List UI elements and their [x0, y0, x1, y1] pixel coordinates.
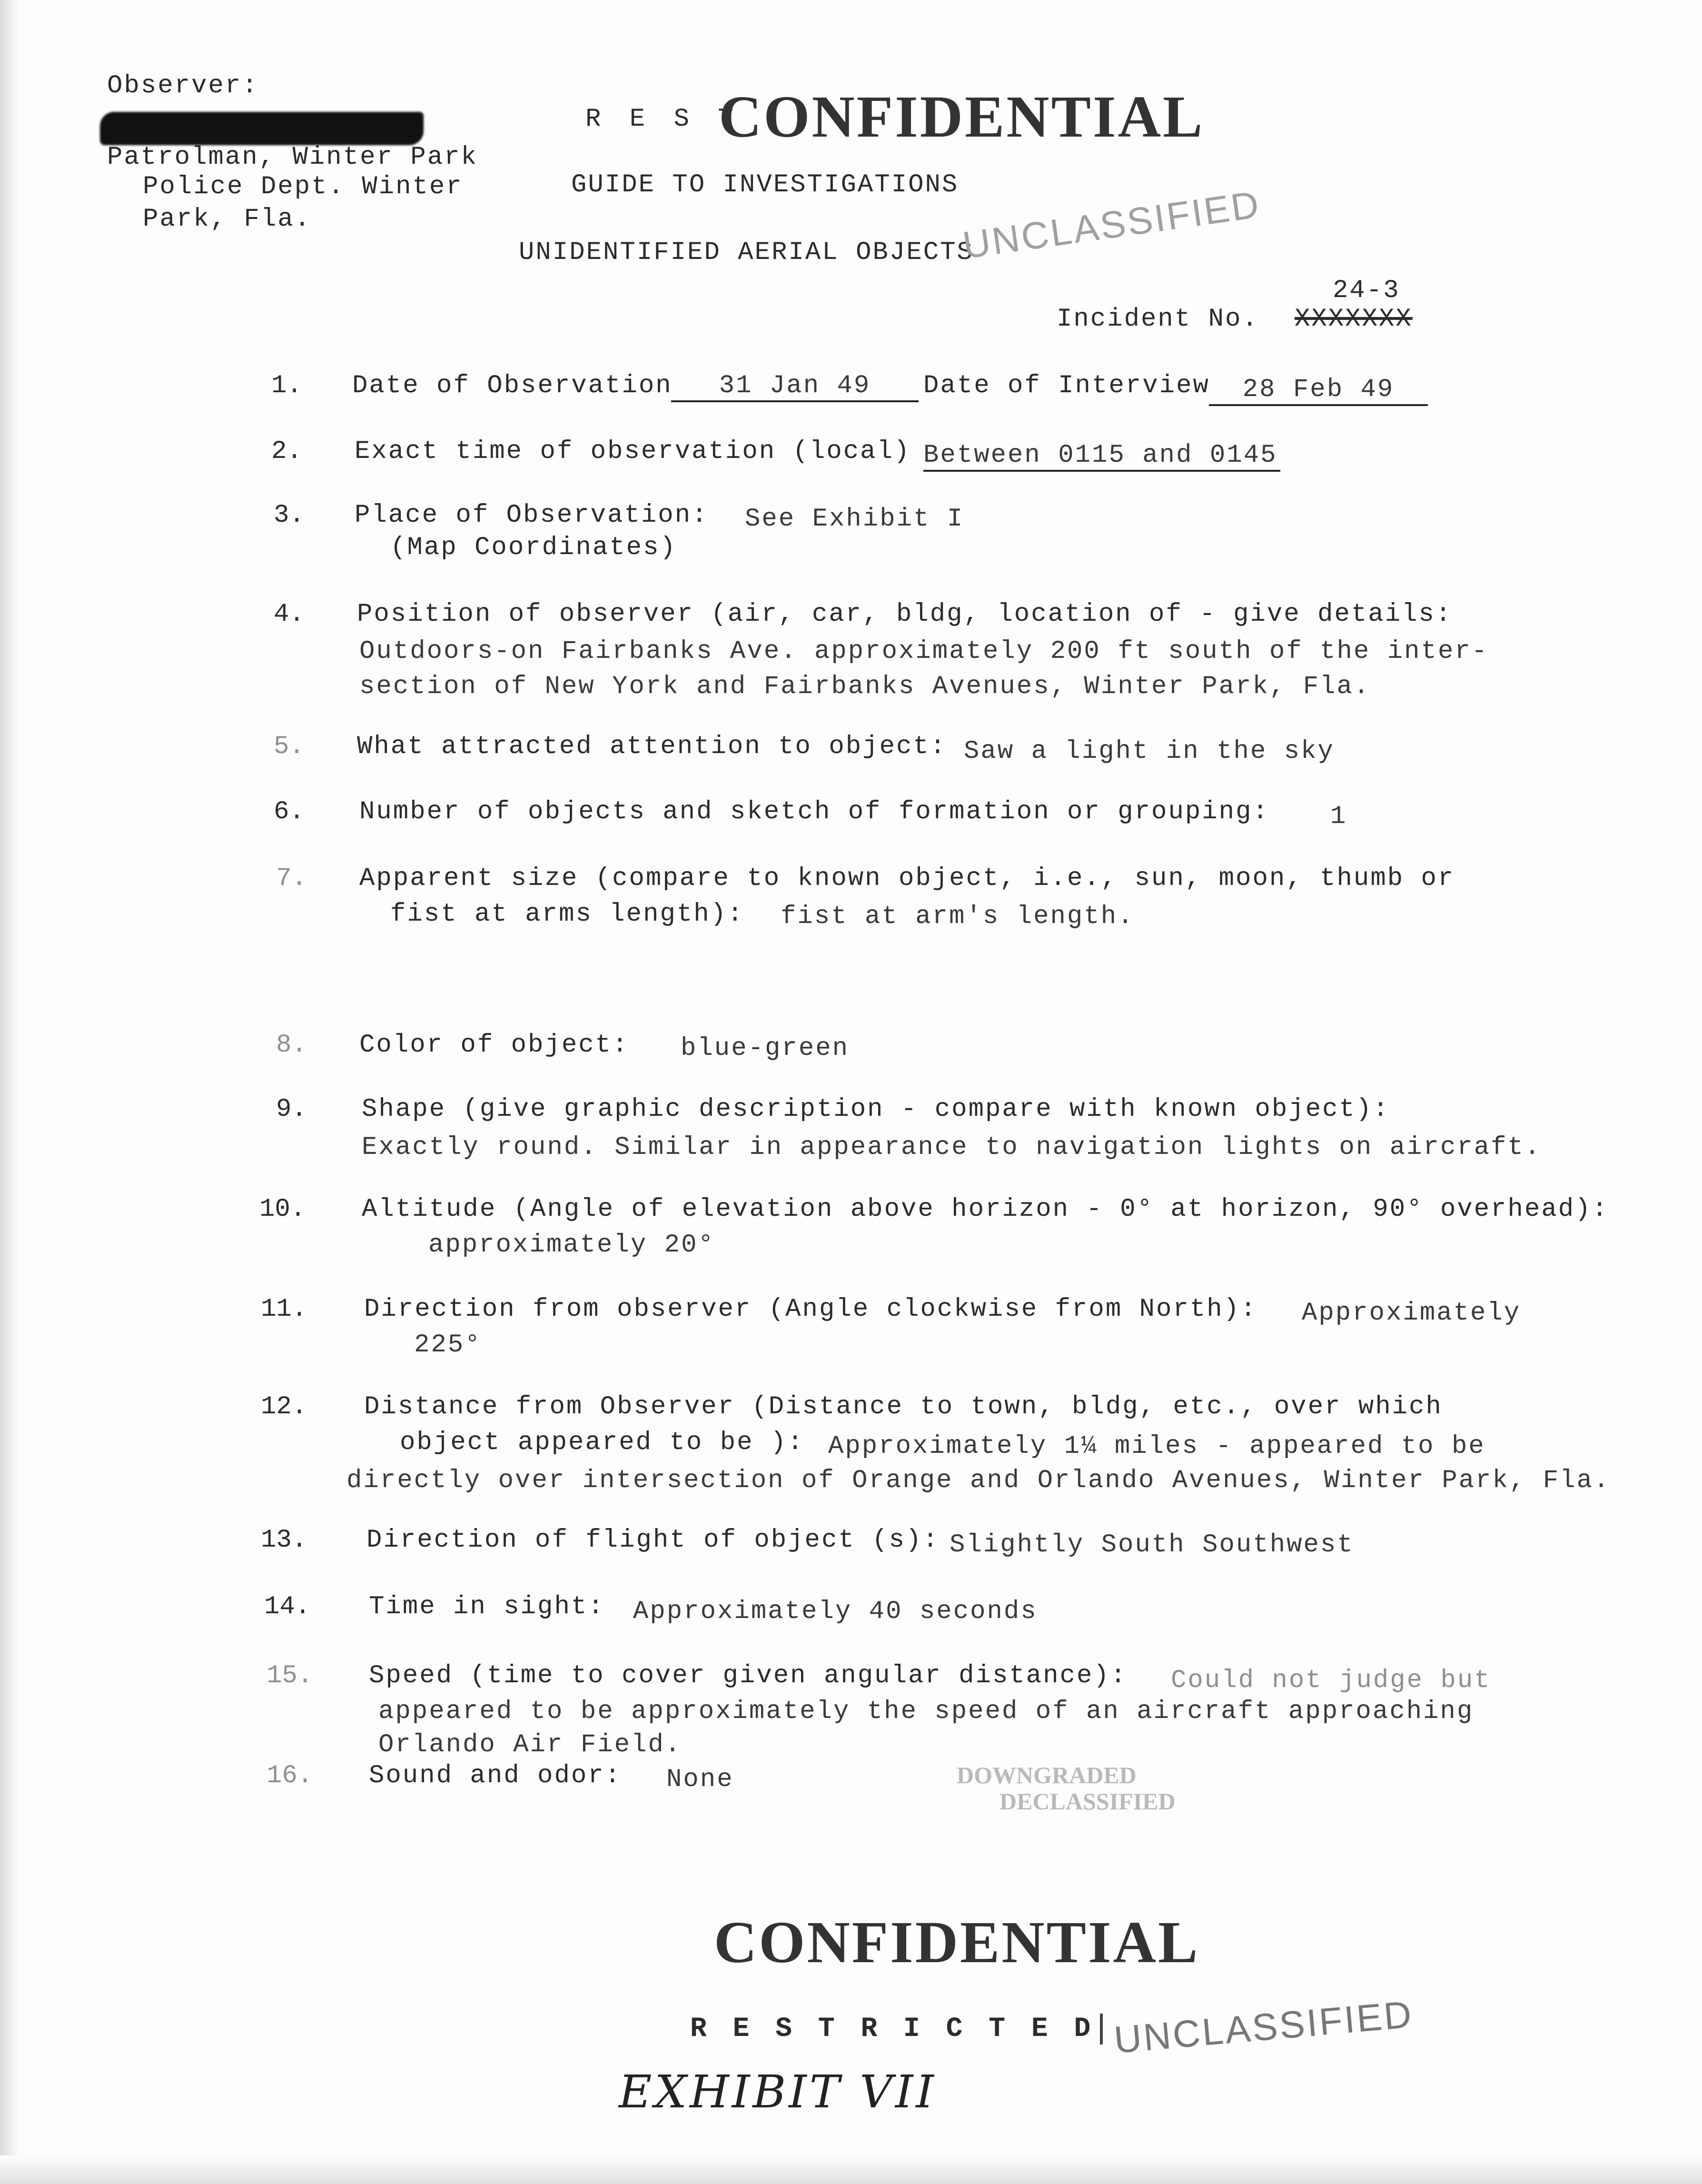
item-6-value: 1	[1330, 802, 1347, 831]
item-7-label: Apparent size (compare to known object, i.e., sun, moon, thumb or	[359, 864, 1455, 893]
item-4-number: 4.	[274, 600, 305, 629]
item-5-label: What attracted attention to object:	[357, 732, 947, 761]
item-1-number: 1.	[271, 371, 302, 400]
unclassified-stamp-bottom: UNCLASSIFIED	[1112, 1993, 1415, 2062]
downgraded-stamp: DOWNGRADED	[957, 1762, 1137, 1788]
item-6-number: 6.	[274, 797, 305, 826]
item-5-number: 5.	[274, 732, 305, 761]
item-16-number: 16.	[267, 1761, 313, 1790]
observer-line-3: Park, Fla.	[143, 205, 312, 234]
confidential-stamp-top: CONFIDENTIAL	[719, 84, 1205, 150]
item-10-number: 10.	[259, 1195, 306, 1224]
item-16-label: Sound and odor:	[369, 1761, 622, 1790]
item-9-number: 9.	[276, 1095, 307, 1124]
item-4-label: Position of observer (air, car, bldg, location of - give details:	[357, 600, 1453, 629]
item-1-label: Date of Observation	[352, 371, 673, 400]
exhibit-handwritten-label: EXHIBIT VII	[619, 2066, 937, 2118]
item-3-label: Place of Observation:	[355, 501, 709, 530]
item-2-number: 2.	[271, 437, 302, 466]
item-12-label-2: object appeared to be ):	[400, 1428, 804, 1457]
item-12-value: Approximately 1¼ miles - appeared to be	[828, 1432, 1485, 1461]
item-3-value: See Exhibit I	[745, 505, 964, 534]
item-4-value-1: Outdoors-on Fairbanks Ave. approximately 200 ft south of the inter-	[359, 637, 1489, 666]
document-subtitle: UNIDENTIFIED AERIAL OBJECTS	[519, 238, 974, 267]
item-13-number: 13.	[261, 1526, 307, 1555]
item-9-value: Exactly round. Similar in appearance to navigation lights on aircraft.	[362, 1133, 1542, 1162]
item-4-value-2: section of New York and Fairbanks Avenues, Winter Park, Fla.	[359, 672, 1371, 701]
item-15-value: Could not judge but	[1171, 1666, 1491, 1695]
item-10-label: Altitude (Angle of elevation above horizon - 0° at horizon, 90° overhead):	[362, 1195, 1609, 1224]
item-12-value-2: directly over intersection of Orange and Orlando Avenues, Winter Park, Fla.	[346, 1466, 1611, 1495]
item-1-value-2: 28 Feb 49	[1209, 375, 1428, 406]
item-7-label-2: fist at arms length):	[390, 900, 744, 929]
incident-number: 24-3	[1333, 276, 1400, 305]
item-15-value-2: appeared to be approximately the speed of an aircraft approaching	[378, 1697, 1474, 1726]
item-14-value: Approximately 40 seconds	[633, 1597, 1038, 1626]
item-3-sub: (Map Coordinates)	[390, 533, 677, 562]
item-8-number: 8.	[276, 1031, 307, 1060]
item-3-number: 3.	[274, 501, 305, 530]
scan-left-edge	[0, 0, 19, 2184]
item-10-value: approximately 20°	[428, 1231, 715, 1260]
redaction-bar	[100, 112, 424, 145]
item-13-label: Direction of flight of object (s):	[366, 1526, 940, 1555]
observer-label: Observer:	[107, 71, 259, 100]
item-15-number: 15.	[267, 1661, 313, 1690]
item-13-value: Slightly South Southwest	[950, 1530, 1354, 1559]
declassified-stamp: DECLASSIFIED	[999, 1788, 1176, 1815]
observer-line-1: Patrolman, Winter Park	[107, 143, 478, 172]
item-16-value: None	[666, 1765, 734, 1794]
item-2-value: Between 0115 and 0145	[923, 441, 1280, 472]
item-11-number: 11.	[261, 1295, 307, 1324]
guide-title: GUIDE TO INVESTIGATIONS	[571, 170, 959, 199]
item-1-value: 31 Jan 49	[671, 371, 919, 402]
item-5-value: Saw a light in the sky	[964, 737, 1335, 766]
incident-struck-number: XXXXXXX	[1295, 305, 1413, 334]
item-6-label: Number of objects and sketch of formation or grouping:	[359, 797, 1269, 826]
item-14-number: 14.	[264, 1592, 311, 1621]
item-11-label: Direction from observer (Angle clockwise from North):	[364, 1295, 1257, 1324]
item-9-label: Shape (give graphic description - compare with known object):	[362, 1095, 1390, 1124]
item-8-value: blue-green	[681, 1034, 850, 1063]
item-7-value: fist at arm's length.	[781, 902, 1135, 931]
incident-label: Incident No.	[1057, 305, 1259, 334]
restricted-partial-stamp: R E S T	[585, 105, 740, 134]
observer-line-2: Police Dept. Winter	[143, 172, 463, 201]
item-11-value-2: 225°	[414, 1330, 482, 1360]
item-15-value-3: Orlando Air Field.	[378, 1730, 682, 1759]
item-12-label: Distance from Observer (Distance to town, bldg, etc., over which	[364, 1392, 1443, 1421]
item-14-label: Time in sight:	[369, 1592, 605, 1621]
item-7-number: 7.	[276, 864, 307, 893]
item-2-label: Exact time of observation (local)	[355, 437, 911, 466]
confidential-stamp-bottom: CONFIDENTIAL	[714, 1910, 1200, 1976]
item-8-label: Color of object:	[359, 1031, 629, 1060]
restricted-stamp-bottom: R E S T R I C T E D	[690, 2014, 1103, 2045]
item-15-label: Speed (time to cover given angular distance):	[369, 1661, 1128, 1690]
item-11-value: Approximately	[1302, 1299, 1521, 1328]
item-1-label-2: Date of Interview	[923, 371, 1210, 400]
unclassified-stamp-top: UNCLASSIFIED	[960, 183, 1263, 267]
item-12-number: 12.	[261, 1392, 307, 1421]
scan-bottom-edge	[0, 2155, 1702, 2184]
